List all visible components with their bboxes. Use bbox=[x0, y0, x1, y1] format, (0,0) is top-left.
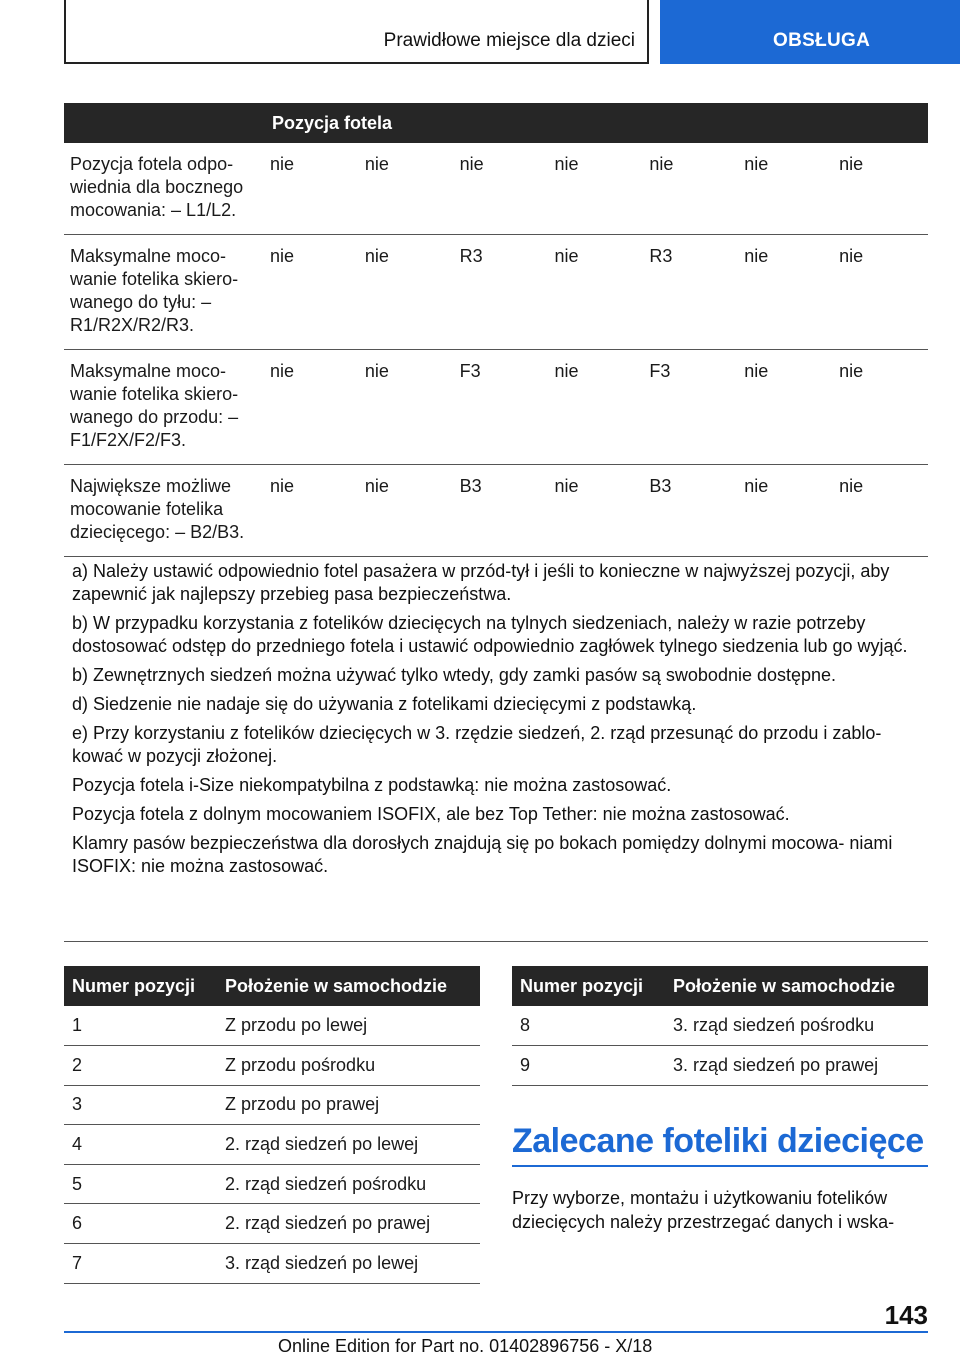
cell: nie bbox=[549, 143, 644, 235]
cell: B3 bbox=[454, 465, 549, 557]
table-row bbox=[64, 235, 928, 350]
table-row bbox=[64, 1244, 480, 1284]
row-label: Największe możliwe mocowanie fotelika dziecięcego: – B2/B3. bbox=[64, 465, 264, 557]
position-location: Z przodu po prawej bbox=[217, 1085, 480, 1125]
section-tab[interactable] bbox=[660, 0, 960, 64]
position-number: 2 bbox=[64, 1046, 217, 1086]
note: d) Siedzenie nie nadaje się do używania z fotelikami dziecięcymi z podstawką. bbox=[72, 694, 697, 714]
cell: R3 bbox=[454, 235, 549, 350]
table-row bbox=[64, 1085, 480, 1125]
column-header: Położenie w samochodzie bbox=[665, 966, 928, 1006]
divider bbox=[64, 941, 928, 942]
table-row bbox=[64, 1204, 480, 1244]
cell: nie bbox=[833, 143, 928, 235]
note: Pozycja fotela z dolnym mocowaniem ISOFIX, ale bez Top Tether: nie można zastosować. bbox=[72, 804, 790, 824]
seat-position-table bbox=[64, 103, 928, 557]
table-row bbox=[64, 1046, 480, 1086]
note: Klamry pasów bezpieczeństwa dla dorosłych znajdują się po bokach pomiędzy dolnymi mocowa- niami ISOFIX: nie można zastosować. bbox=[72, 833, 893, 876]
position-table-left bbox=[64, 966, 480, 1284]
table-row bbox=[64, 1006, 480, 1046]
position-location: 2. rząd siedzeń pośrodku bbox=[217, 1164, 480, 1204]
position-location: 3. rząd siedzeń po lewej bbox=[217, 1244, 480, 1284]
position-number: 1 bbox=[64, 1006, 217, 1046]
position-number: 3 bbox=[64, 1085, 217, 1125]
table-row bbox=[512, 1046, 928, 1086]
cell: nie bbox=[738, 143, 833, 235]
cell: nie bbox=[833, 350, 928, 465]
cell: nie bbox=[833, 465, 928, 557]
cell: nie bbox=[549, 350, 644, 465]
empty-header-cell bbox=[64, 103, 264, 143]
position-location: 2. rząd siedzeń po lewej bbox=[217, 1125, 480, 1165]
note: b) Zewnętrznych siedzeń można używać tylko wtedy, gdy zamki pasów są swobodnie dostępne. bbox=[72, 665, 837, 685]
cell: F3 bbox=[643, 350, 738, 465]
position-location: 3. rząd siedzeń po prawej bbox=[665, 1046, 928, 1086]
table-notes bbox=[72, 560, 922, 884]
cell: nie bbox=[264, 465, 359, 557]
table-row bbox=[512, 1006, 928, 1046]
table-row bbox=[64, 1164, 480, 1204]
page-number: 143 bbox=[884, 1300, 928, 1330]
cell: nie bbox=[549, 465, 644, 557]
table-row bbox=[64, 465, 928, 557]
position-location: 2. rząd siedzeń po prawej bbox=[217, 1204, 480, 1244]
cell: nie bbox=[454, 143, 549, 235]
column-header: Numer pozycji bbox=[512, 966, 665, 1006]
position-location: 3. rząd siedzeń pośrodku bbox=[665, 1006, 928, 1046]
footer-divider bbox=[64, 1331, 928, 1333]
position-number: 9 bbox=[512, 1046, 665, 1086]
row-label: Maksymalne moco- wanie fotelika skiero- wanego do tyłu: – R1/R2X/R2/R3. bbox=[64, 235, 264, 350]
cell: nie bbox=[359, 235, 454, 350]
table-header: Pozycja fotela bbox=[264, 103, 928, 143]
cell: F3 bbox=[454, 350, 549, 465]
cell: nie bbox=[738, 350, 833, 465]
cell: nie bbox=[549, 235, 644, 350]
note: Pozycja fotela i-Size niekompatybilna z podstawką: nie można zastosować. bbox=[72, 775, 672, 795]
cell: nie bbox=[738, 235, 833, 350]
position-table-right bbox=[512, 966, 928, 1086]
note: e) Przy korzystaniu z fotelików dziecięcych w 3. rzędzie siedzeń, 2. rząd przesunąć do przodu i zablo- kować w pozycji złożonej. bbox=[72, 723, 882, 766]
note: b) W przypadku korzystania z fotelików dziecięcych na tylnych siedzeniach, należy w razie potrzeby dostosować odstęp do przedniego fotela i ustawić odpowiednio zagłówek tylnego siedzenia lub go wyjąć. bbox=[72, 613, 908, 656]
cell: nie bbox=[264, 143, 359, 235]
section-body: Przy wyborze, montażu i użytkowaniu fotelików dziecięcych należy przestrzegać danych i wska- bbox=[512, 1188, 895, 1232]
position-location: Z przodu pośrodku bbox=[217, 1046, 480, 1086]
cell: nie bbox=[264, 235, 359, 350]
table-row bbox=[64, 350, 928, 465]
row-label: Pozycja fotela odpo- wiednia dla bocznego mocowania: – L1/L2. bbox=[64, 143, 264, 235]
hand-pointer-icon bbox=[0, 0, 26, 30]
edition-text: Online Edition for Part no. 01402896756 - X/18 bbox=[278, 1336, 653, 1356]
cell: nie bbox=[833, 235, 928, 350]
note: a) Należy ustawić odpowiednio fotel pasażera w przód-tył i jeśli to konieczne w najwyższej pozycji, aby zapewnić jak najlepszy przebieg pasa bezpieczeństwa. bbox=[72, 561, 890, 604]
position-number: 8 bbox=[512, 1006, 665, 1046]
column-header: Położenie w samochodzie bbox=[217, 966, 480, 1006]
cell: B3 bbox=[643, 465, 738, 557]
table-row bbox=[64, 1125, 480, 1165]
cell: nie bbox=[264, 350, 359, 465]
cell: nie bbox=[643, 143, 738, 235]
row-label: Maksymalne moco- wanie fotelika skiero- wanego do przodu: – F1/F2X/F2/F3. bbox=[64, 350, 264, 465]
cell: R3 bbox=[643, 235, 738, 350]
cell: nie bbox=[359, 143, 454, 235]
chapter-title: Prawidłowe miejsce dla dzieci bbox=[383, 30, 635, 51]
cell: nie bbox=[359, 350, 454, 465]
section-title: Zalecane foteliki dziecięce bbox=[512, 1122, 928, 1167]
column-header: Numer pozycji bbox=[64, 966, 217, 1006]
position-number: 6 bbox=[64, 1204, 217, 1244]
table-row bbox=[64, 143, 928, 235]
position-location: Z przodu po lewej bbox=[217, 1006, 480, 1046]
section-label: OBSŁUGA bbox=[773, 30, 871, 51]
position-number: 5 bbox=[64, 1164, 217, 1204]
position-number: 4 bbox=[64, 1125, 217, 1165]
cell: nie bbox=[359, 465, 454, 557]
cell: nie bbox=[738, 465, 833, 557]
chapter-header-box bbox=[64, 0, 649, 64]
position-number: 7 bbox=[64, 1244, 217, 1284]
